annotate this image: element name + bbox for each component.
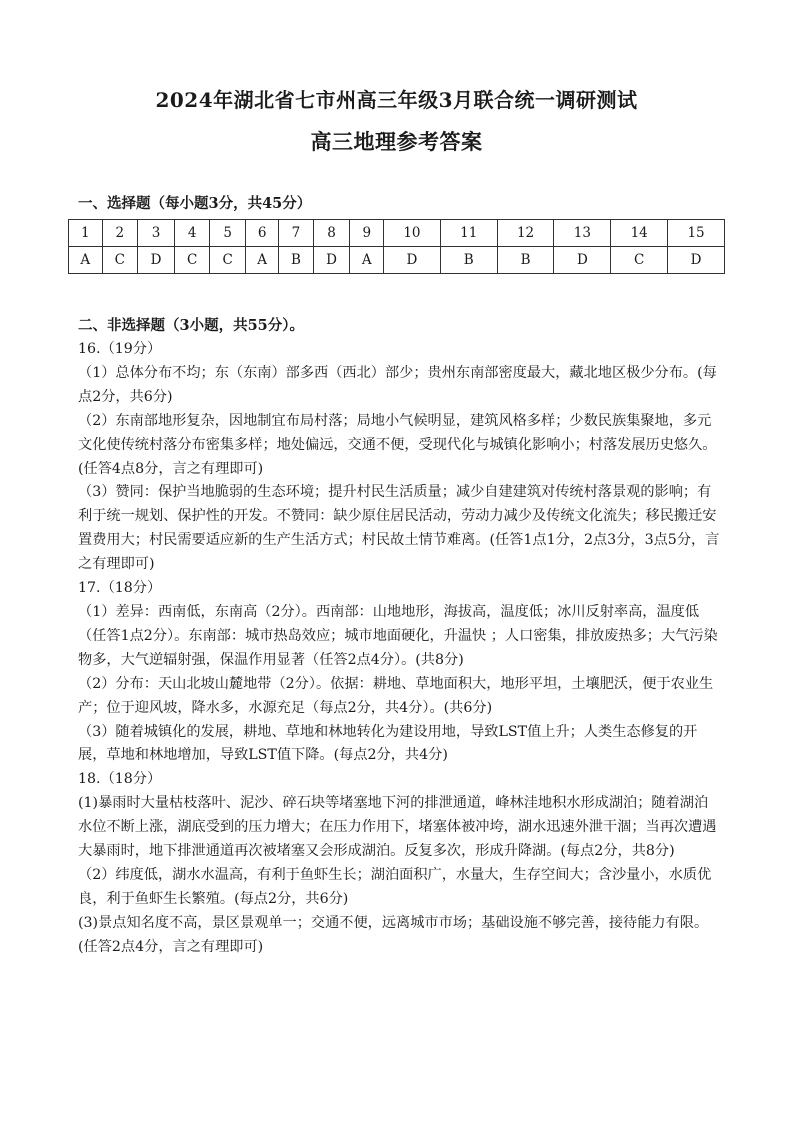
answer-cell: C [210, 247, 245, 274]
question-number-cell: 4 [174, 220, 209, 247]
question-number-cell: 9 [350, 220, 384, 247]
question-number-cell: 10 [384, 220, 441, 247]
answer-cell: B [440, 247, 497, 274]
question-number-cell: 3 [138, 220, 175, 247]
question-number-cell: 11 [440, 220, 497, 247]
page-subtitle: 高三地理参考答案 [310, 129, 483, 154]
answer-18-2: （2）纬度低，湖水水温高，有利于鱼虾生长；湖泊面积广，水量大，生存空间大；含沙量小，水质优良，利于鱼虾生长繁殖。(每点2分，共6分) [78, 866, 712, 907]
answer-cell: C [102, 247, 137, 274]
answer-cell: D [668, 247, 725, 274]
answer-cell: A [350, 247, 384, 274]
answer-17-3: （3）随着城镇化的发展，耕地、草地和林地转化为建设用地，导致LST值上升；人类生态修复的开展，草地和林地增加，导致LST值下降。(每点2分，共4分) [78, 723, 698, 764]
answer-cell: A [245, 247, 279, 274]
question-number-cell: 13 [554, 220, 611, 247]
question-18-heading: 18.（18分） [78, 771, 162, 788]
answer-cell: B [279, 247, 313, 274]
question-number-row [69, 220, 725, 247]
answer-17-1: （1）差异：西南低，东南高（2分）。西南部：山地地形，海拔高，温度低；冰川反射率高，温度低（任答1点2分）。东南部：城市热岛效应；城市地面硬化，升温快 ；人口密集，排放废热多；大气污染物多，大气逆辐射强，保温作用显著（任答2点4分）。(共8分) [78, 603, 718, 668]
answer-16-1: （1）总体分布不均；东（东南）部多西（西北）部少；贵州东南部密度最大，藏北地区极少分布。(每点2分，共6分) [78, 364, 717, 405]
answer-16-2: （2）东南部地形复杂，因地制宜布局村落；局地小气候明显，建筑风格多样；少数民族集聚地，多元文化使传统村落分布密集多样；地处偏远，交通不便，受现代化与城镇化影响小；村落发展历史悠久。(任答4点8分，言之有理即可) [78, 412, 717, 477]
question-number-cell: 7 [279, 220, 313, 247]
question-number-cell: 5 [210, 220, 245, 247]
question-number-cell: 8 [313, 220, 350, 247]
answer-body [78, 338, 722, 960]
question-number-cell: 15 [668, 220, 725, 247]
answer-cell: D [313, 247, 350, 274]
answer-row [69, 247, 725, 274]
section-heading-choice: 一、选择题（每小题3分，共45分） [78, 195, 312, 212]
answer-16-3: （3）赞同：保护当地脆弱的生态环境；提升村民生活质量；减少自建建筑对传统村落景观的影响；有利于统一规划、保护性的开发。不赞同：缺少原住居民活动，劳动力减少及传统文化流失；移民搬迁安置费用大；村民需要适应新的生产生活方式；村民故土情节难离。(任答1点1分，2点3分，3点5分，言之有理即可) [78, 484, 720, 573]
question-16-heading: 16.（19分） [78, 341, 162, 357]
answer-table [68, 219, 725, 274]
question-number-cell: 2 [102, 220, 137, 247]
question-number-cell: 1 [69, 220, 103, 247]
answer-cell: B [497, 247, 554, 274]
answer-cell: D [138, 247, 175, 274]
answer-cell: D [384, 247, 441, 274]
answer-18-3: (3)景点知名度不高，景区景观单一；交通不便，远离城市市场；基础设施不够完善，接待能力有限。(任答2点4分，言之有理即可) [78, 914, 709, 955]
answer-cell: C [611, 247, 668, 274]
section-heading-nonchoice: 二、非选择题（3小题，共55分）。 [78, 317, 305, 334]
answer-cell: D [554, 247, 611, 274]
question-number-cell: 14 [611, 220, 668, 247]
question-number-cell: 12 [497, 220, 554, 247]
answer-cell: A [69, 247, 103, 274]
page-title: 2024年湖北省七市州高三年级3月联合统一调研测试 [155, 88, 638, 112]
answer-17-2: （2）分布：天山北坡山麓地带（2分）。依据：耕地、草地面积大，地形平坦，土壤肥沃，便于农业生产；位于迎风坡，降水多，水源充足（每点2分，共4分）。(共6分) [78, 675, 714, 716]
question-17-heading: 17.（18分） [78, 580, 162, 597]
answer-18-1: (1)暴雨时大量枯枝落叶、泥沙、碎石块等堵塞地下河的排泄通道，峰林洼地积水形成湖泊；随着湖泊水位不断上涨，湖底受到的压力增大；在压力作用下，堵塞体被冲垮，湖水迅速外泄干涸；当再次遭遇大暴雨时，地下排泄通道再次被堵塞又会形成湖泊。反复多次，形成升降湖。(每点2分，共8分) [78, 795, 717, 860]
question-number-cell: 6 [245, 220, 279, 247]
answer-cell: C [174, 247, 209, 274]
